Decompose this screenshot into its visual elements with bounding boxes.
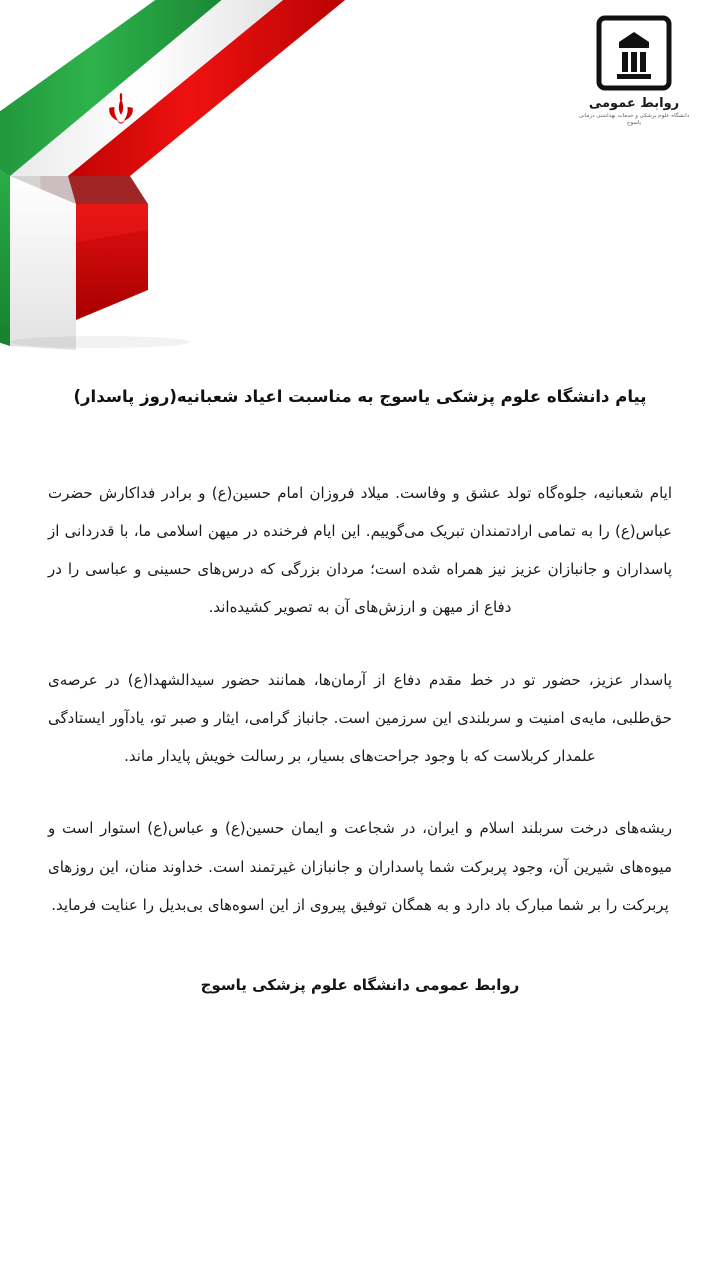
paragraph: ریشه‌های درخت سربلند اسلام و ایران، در شجاعت و ایمان حسین(ع) و عباس(ع) استوار است و میوه‌های شیرین آن، وجود پربرکت شما پاسداران و جانبازان غیرتمند است. خداوند منان، این روزهای پربرکت را بر شما مبارک باد دارد و به همگان توفیق پیروی از این اسوه‌های بی‌بدیل را عنایت فرماید. — [48, 819, 672, 914]
document-body — [0, 382, 720, 994]
paragraph: ایام شعبانیه، جلوه‌گاه تولد عشق و وفاست. میلاد فروزان امام حسین(ع) و برادر فداکارش حضرت عباس(ع) را به تمامی ارادتمندان تبریک می‌گوییم. این ایام فرخنده در میهن اسلامی ما، با قدردانی از پاسداران و جانبازان عزیز نیز همراه شده است؛ مردان بزرگی که درس‌های حسینی و عباسی را در دفاع از میهن و ارزش‌های آن به تصویر کشیده‌اند. — [48, 483, 672, 617]
public-relations-emblem-icon — [595, 14, 673, 92]
logo-subtitle: دانشگاه علوم پزشکی و خدمات بهداشتی درمانی یاسوج — [578, 113, 690, 127]
organization-logo — [574, 14, 694, 128]
page-title: پیام دانشگاه علوم پزشکی یاسوج به مناسبت اعیاد شعبانیه(روز پاسدار) — [73, 387, 647, 406]
header-banner — [0, 0, 720, 360]
logo-title: روابط عمومی — [588, 96, 680, 111]
signature-line: روابط عمومی دانشگاه علوم پزشکی یاسوج — [200, 976, 520, 995]
paragraph: پاسدار عزیز، حضور تو در خط مقدم دفاع از آرمان‌ها، همانند حضور سیدالشهدا(ع) در عرصه‌ی حق‌طلبی، مایه‌ی امنیت و سربلندی این سرزمین است. جانباز گرامی، ایثار و صبر تو، یادآور ایستادگی علمدار کربلاست که با وجود جراحت‌های بسیار، بر رسالت خویش پایدار ماند. — [48, 670, 672, 766]
iran-flag-ribbon-icon — [0, 0, 410, 350]
message-paragraphs — [34, 474, 686, 925]
